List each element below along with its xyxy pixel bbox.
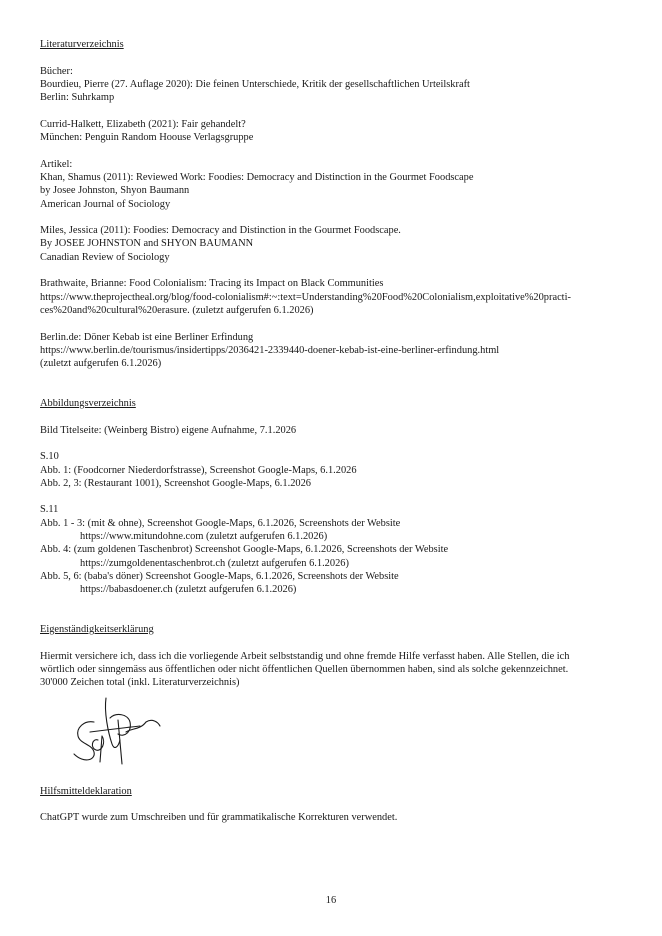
- reference-url: https://www.berlin.de/tourismus/insidertipps/2036421-2339440-doener-kebab-ist-eine-berliner-erfindung.html: [40, 344, 500, 356]
- handwritten-signature: [70, 692, 166, 772]
- page-number: 16: [325, 895, 337, 906]
- page-label: S.10: [40, 451, 59, 463]
- reference-line: Brathwaite, Brianne: Food Colonialism: Tracing its Impact on Black Communities: [40, 278, 384, 290]
- figure-line: Abb. 5, 6: (baba's döner) Screenshot Google-Maps, 6.1.2026, Screenshots der Website: [40, 570, 399, 582]
- reference-line: By JOSEE JOHNSTON and SHYON BAUMANN: [40, 238, 254, 250]
- reference-line: Bourdieu, Pierre (27. Auflage 2020): Die feinen Unterschiede, Kritik der gesellschaftlichen Urteilskraft: [40, 78, 470, 90]
- figure-line: Bild Titelseite: (Weinberg Bistro) eigene Aufnahme, 7.1.2026: [40, 424, 297, 436]
- reference-line: Canadian Review of Sociology: [40, 251, 170, 263]
- figure-url: https://www.mitundohne.com (zuletzt aufgerufen 6.1.2026): [80, 530, 328, 542]
- reference-line: Miles, Jessica (2011): Foodies: Democracy and Distinction in the Gourmet Foodscape.: [40, 225, 401, 237]
- reference-line: Berlin: Suhrkamp: [40, 92, 115, 104]
- eigen-heading: Eigenständigkeitserklärung: [40, 624, 154, 636]
- declaration-line: 30'000 Zeichen total (inkl. Literaturverzeichnis): [40, 677, 240, 689]
- artikel-label: Artikel:: [40, 158, 73, 170]
- reference-line: by Josee Johnston, Shyon Baumann: [40, 185, 190, 197]
- reference-line: (zuletzt aufgerufen 6.1.2026): [40, 358, 162, 370]
- abbildungen-heading: Abbildungsverzeichnis: [40, 398, 136, 410]
- reference-line: Currid-Halkett, Elizabeth (2021): Fair gehandelt?: [40, 118, 246, 130]
- buecher-label: Bücher:: [40, 65, 73, 77]
- reference-url: https://www.theprojectheal.org/blog/food-colonialism#:~:text=Understanding%20Food%20Colonialism,exploitative%20practi-: [40, 291, 571, 303]
- figure-url: https://babasdoener.ch (zuletzt aufgerufen 6.1.2026): [80, 584, 297, 596]
- reference-url: ces%20and%20cultural%20erasure. (zuletzt aufgerufen 6.1.2026): [40, 304, 314, 316]
- reference-line: Khan, Shamus (2011): Reviewed Work: Foodies: Democracy and Distinction in the Gourmet Foodscape: [40, 171, 474, 183]
- reference-line: American Journal of Sociology: [40, 198, 171, 210]
- literatur-heading: Literaturverzeichnis: [40, 39, 124, 50]
- declaration-line: wörtlich oder sinngemäss aus öffentlichen oder nicht öffentlichen Quellen übernommen haben, sind als solche gekennzeichnet.: [40, 663, 569, 675]
- figure-line: Abb. 1 - 3: (mit & ohne), Screenshot Google-Maps, 6.1.2026, Screenshots der Website: [40, 517, 401, 529]
- reference-line: Berlin.de: Döner Kebab ist eine Berliner Erfindung: [40, 331, 254, 343]
- figure-url: https://zumgoldenentaschenbrot.ch (zuletzt aufgerufen 6.1.2026): [80, 557, 349, 569]
- figure-line: Abb. 1: (Foodcorner Niederdorfstrasse), Screenshot Google-Maps, 6.1.2026: [40, 464, 357, 476]
- page-label: S.11: [40, 504, 59, 516]
- hilfsmittel-text: ChatGPT wurde zum Umschreiben und für grammatikalische Korrekturen verwendet.: [40, 812, 398, 824]
- figure-line: Abb. 2, 3: (Restaurant 1001), Screenshot Google-Maps, 6.1.2026: [40, 477, 311, 489]
- reference-line: München: Penguin Random Hoouse Verlagsgruppe: [40, 132, 254, 144]
- figure-line: Abb. 4: (zum goldenen Taschenbrot) Screenshot Google-Maps, 6.1.2026, Screenshots der Website: [40, 544, 449, 556]
- hilfsmittel-heading: Hilfsmitteldeklaration: [40, 785, 132, 797]
- declaration-line: Hiermit versichere ich, dass ich die vorliegende Arbeit selbststandig und ohne fremde Hilfe verfasst haben. Alle Stellen, die ich: [40, 650, 570, 662]
- page-content: [40, 38, 640, 825]
